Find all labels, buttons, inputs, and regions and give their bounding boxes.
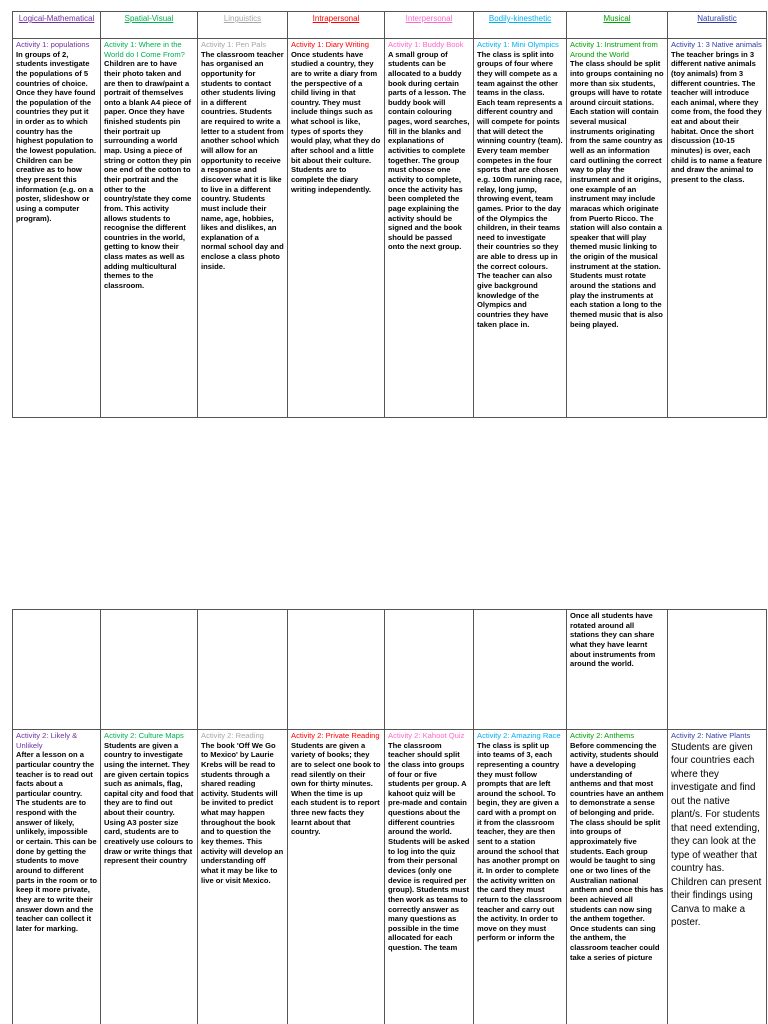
activity-text: A small group of students can be allocated to a buddy book during certain parts of a lesson. The buddy book will contain colouring pages, word searches, fill in the blanks and explanations of activities to complete together. The group must choose one activity to complete, once the activity has been completed the page explaining the activity should be signed and the book should be passed onto the next group. <box>388 49 470 252</box>
activity2-row <box>13 730 767 1024</box>
header-musical: Musical <box>567 12 668 39</box>
activities-table-top <box>12 11 767 418</box>
cell-musical-continued <box>567 610 668 730</box>
activity-text: In groups of 2, students investigate the populations of 5 countries of choice. Once they have found the population of the countries they put it in order as to which country has the highest population to the lowest population. Children can be creative as to how they present this information (e.g. on a poster, slideshow or using a computer program). <box>16 49 97 223</box>
activity-title: Activity 2: Culture Maps <box>104 731 184 740</box>
activity-text: The classroom teacher should split the class into groups of four or five students per group. A kahoot quiz will be pre-made and contain questions about the different countries around the world. Students will be asked to log into the quiz from their personal devices (only one device is required per group). Students must then work as teams to correctly answer as many questions as possible in the time allocated for each question. The team <box>388 740 470 953</box>
activity-text: Before commencing the activity, students should have a developing understanding of anthems and that most countries have an anthem to demonstrate a sense of belonging and pride. The class should be split into groups of approximately five students. Each group would be taught to sing one or two lines of the Australian national anthem and once this has been achieved all students can now sing the anthem together. Once students can sing the anthem, the classroom teacher could take a series of picture <box>570 740 664 962</box>
activity-title: Activity 1: Instrument from Around the World <box>570 40 658 59</box>
activity-text: Students are given four countries each where they investigate and find out the native plant/s. For students that need extending, they can look at the type of weather that country has. Children can present their findings using Canva to make a poster. <box>671 741 762 929</box>
cell-spatial-activity1 <box>101 39 198 418</box>
activity-title: Activity 1: 3 Native animals <box>671 40 762 49</box>
cell-musical-activity1 <box>567 39 668 418</box>
activity-title: Activity 2: Kahoot Quiz <box>388 731 465 740</box>
activity-title: Activity 1: Buddy Book <box>388 40 464 49</box>
cell-spatial-activity2 <box>101 730 198 1024</box>
activities-table-bottom <box>12 609 767 1024</box>
activity-text: The class is split into groups of four where they will compete as a team against the other teams in the class. Each team represents a different country and will compete for points that will detect the winning country (team). Every team member competes in the four sports that are chosen e.g. 100m running race, relay, long jump, throwing event, team games. Prior to the day of the Olympics the children, in their teams need to investigate their countries so they are able to dress up in the correct colours. The teacher can also give background knowledge of the Olympics and countries they have taken place in. <box>477 49 563 329</box>
header-logical: Logical-Mathematical <box>13 12 101 39</box>
cell-bodily-activity2 <box>474 730 567 1024</box>
cell-empty <box>288 610 385 730</box>
header-row <box>13 12 767 39</box>
activity-text: The book 'Off We Go to Mexico' by Laurie Krebs will be read to students through a shared reading activity. Students will be invited to predict what may happen throughout the book and to question the key themes. This activity will develop an understanding off what it may be like to live or visit Mexico. <box>201 740 284 885</box>
activity-text: The class is split up into teams of 3, each representing a country they must follow prompts that are left around the school. To begin, they are given a card with a prompt on it from the classroom teacher, they are then sent to a station around the school that has another prompt on it. In order to complete the activity written on the card they must return to the classroom teacher and carry out the activity. In order to move on they must perform or inform the <box>477 740 562 943</box>
header-intrapersonal: Intrapersonal <box>288 12 385 39</box>
activity-text: Once all students have rotated around all stations they can share what they have learnt about instruments from around the world. <box>570 611 656 669</box>
activity-title: Activity 2: Reading <box>201 731 264 740</box>
cell-logical-activity1 <box>13 39 101 418</box>
activity-title: Activity 1: Diary Writing <box>291 40 369 49</box>
activity-title: Activity 1: Where in the World do I Come From? <box>104 40 185 59</box>
cell-empty <box>474 610 567 730</box>
header-spatial: Spatial-Visual <box>101 12 198 39</box>
activity-title: Activity 2: Likely & Unlikely <box>16 731 78 750</box>
cell-empty <box>385 610 474 730</box>
activity-title: Activity 2: Native Plants <box>671 731 751 740</box>
cell-bodily-activity1 <box>474 39 567 418</box>
continuation-row <box>13 610 767 730</box>
cell-empty <box>13 610 101 730</box>
cell-intrapersonal-activity1 <box>288 39 385 418</box>
activity-title: Activity 2: Amazing Race <box>477 731 561 740</box>
cell-musical-activity2 <box>567 730 668 1024</box>
cell-interpersonal-activity1 <box>385 39 474 418</box>
cell-naturalistic-activity2 <box>668 730 767 1024</box>
cell-empty <box>101 610 198 730</box>
cell-empty <box>668 610 767 730</box>
activity-text: Students are given a variety of books; they are to select one book to read silently on their own for thirty minutes. When the time is up each student is to report three new facts they learnt about that country. <box>291 740 381 837</box>
cell-intrapersonal-activity2 <box>288 730 385 1024</box>
cell-empty <box>198 610 288 730</box>
header-linguistic: Linguistics <box>198 12 288 39</box>
activity-title: Activity 2: Private Reading <box>291 731 380 740</box>
activity-text: The classroom teacher has organised an opportunity for students to contact other students living in a different countries. Students are required to write a letter to a student from another school which will allow for an opportunity to receive a response and discover what it is like to live in a different country. Students must include their name, age, hobbies, likes and dislikes, an explanation of a normal school day and enclose a class photo inside. <box>201 49 284 271</box>
header-naturalistic: Naturalistic <box>668 12 767 39</box>
cell-linguistic-activity1 <box>198 39 288 418</box>
activity-text: The teacher brings in 3 different native animals (toy animals) from 3 different countries. The teacher will introduce each animal, where they come from, the food they eat and about their habitat. Once the short discussion (10-15 minutes) is over, each child is to name a feature and draw the animal to present to the class. <box>671 49 763 184</box>
activity-text: Once students have studied a country, they are to write a diary from the perspective of a child living in that country. They must include things such as what school is like, types of sports they would play, what they do after school and a little bit about their culture. Students are to complete the diary writing independently. <box>291 49 381 194</box>
cell-linguistic-activity2 <box>198 730 288 1024</box>
cell-interpersonal-activity2 <box>385 730 474 1024</box>
header-interpersonal: Interpersonal <box>385 12 474 39</box>
activity-text: Children are to have their photo taken and are then to draw/paint a portrait of themselves onto a blank A4 piece of paper. Once they have finished students pin their portrait up surrounding a world map. Using a piece of string or cotton they pin one end of the cotton to their portrait and the other to the country/state they come from. This activity allows students to recognise the different countries in the world, getting to know their class mates as well as adding multicultural themes to the classroom. <box>104 59 192 291</box>
cell-naturalistic-activity1 <box>668 39 767 418</box>
cell-logical-activity2 <box>13 730 101 1024</box>
activity1-row <box>13 39 767 418</box>
activity-title: Activity 2: Anthems <box>570 731 635 740</box>
activity-text: The class should be split into groups containing no more than six students, groups will have to rotate around circuit stations. Each station will contain several musical instruments originating from the same country as well as an information card outlining the correct way to play the instrument and it origins, one example of an instrument may include maracas which originate from Puerto Ricco. The station will also contain a speaker that will play themed music linking to the origin of the musical instrument at the station. Students must rotate around the stations and play the instruments at each station a long to the themed music that is also being played. <box>570 59 664 329</box>
activity-text: Students are given a country to investigate using the internet. They are given certain topics such as animals, flag, capital city and food that they are to find out about their country. Using A3 poster size card, students are to creatively use colours to draw or write things that represent their country <box>104 740 194 866</box>
activity-title: Activity 1: Pen Pals <box>201 40 266 49</box>
activity-title: Activity 1: Mini Olympics <box>477 40 559 49</box>
activity-title: Activity 1: populations <box>16 40 90 49</box>
header-bodily: Bodily-kinesthetic <box>474 12 567 39</box>
activity-text: After a lesson on a particular country the teacher is to read out facts about a particular country. The students are to respond with the answer of likely, unlikely, impossible or certain. This can be done by getting the students to move around to different parts in the room or to keep it more private, they are to write their answer down and the teacher can collect it later for marking. <box>16 750 98 933</box>
